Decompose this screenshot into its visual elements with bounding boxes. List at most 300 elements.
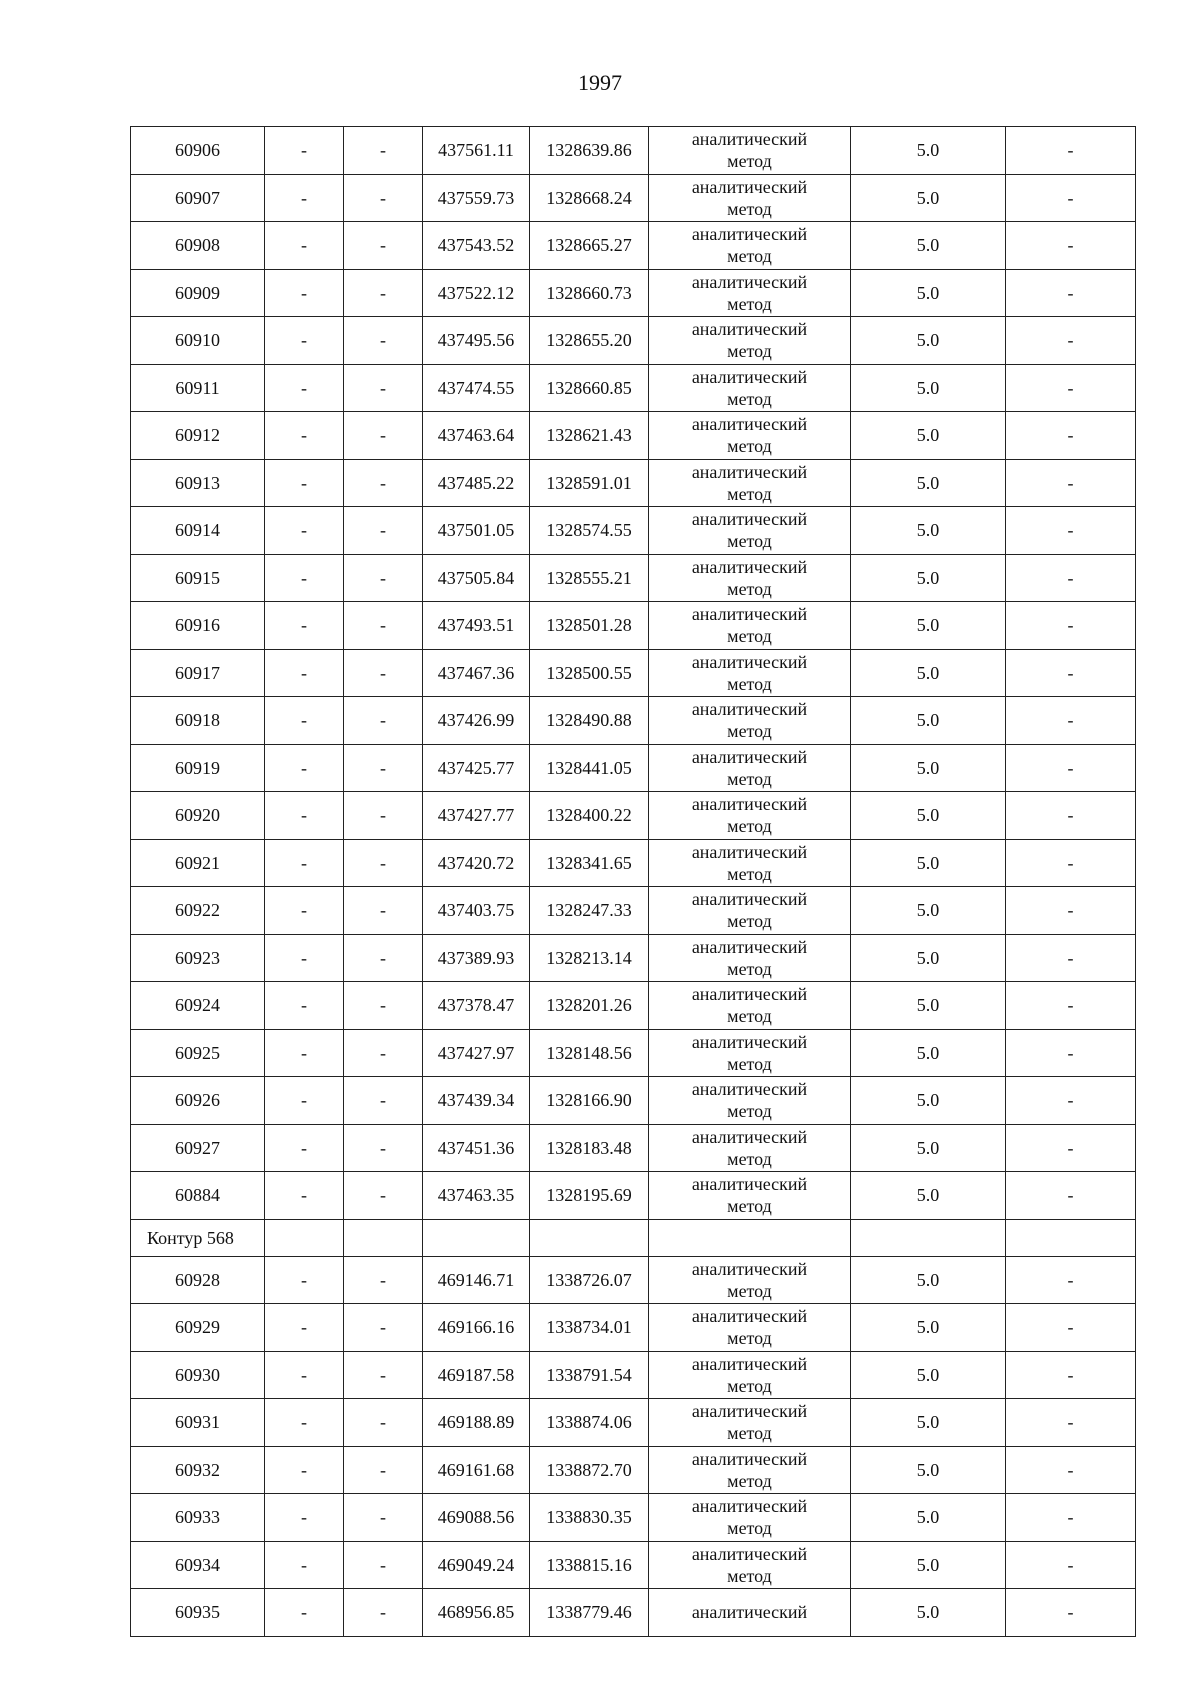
- method-cell: [649, 744, 851, 792]
- section-label: Контур 568: [131, 1219, 265, 1256]
- method-cell: [649, 1029, 851, 1077]
- empty-cell: [1006, 1219, 1136, 1256]
- method-cell: [649, 554, 851, 602]
- x-coordinate-cell: 469088.56: [423, 1494, 530, 1542]
- method-text: аналитический: [691, 1602, 808, 1623]
- table-row: [131, 1589, 1136, 1637]
- method-text: аналитический метод: [691, 1353, 808, 1396]
- y-coordinate-cell: 1328441.05: [530, 744, 649, 792]
- method-text: аналитический метод: [691, 319, 808, 362]
- dash-cell: -: [1006, 1124, 1136, 1172]
- dash-cell: -: [1006, 222, 1136, 270]
- dash-cell: -: [344, 934, 423, 982]
- dash-cell: -: [265, 1029, 344, 1077]
- dash-cell: -: [344, 697, 423, 745]
- method-cell: [649, 412, 851, 460]
- dash-cell: -: [265, 1304, 344, 1352]
- x-coordinate-cell: 469188.89: [423, 1399, 530, 1447]
- dash-cell: -: [1006, 317, 1136, 365]
- dash-cell: -: [1006, 982, 1136, 1030]
- table-row: [131, 1399, 1136, 1447]
- accuracy-cell: 5.0: [851, 602, 1006, 650]
- point-number-cell: 60933: [131, 1494, 265, 1542]
- dash-cell: -: [1006, 1256, 1136, 1304]
- y-coordinate-cell: 1328574.55: [530, 507, 649, 555]
- dash-cell: -: [344, 127, 423, 175]
- method-text: аналитический метод: [691, 556, 808, 599]
- accuracy-cell: 5.0: [851, 1589, 1006, 1637]
- x-coordinate-cell: 437463.64: [423, 412, 530, 460]
- y-coordinate-cell: 1328621.43: [530, 412, 649, 460]
- y-coordinate-cell: 1328501.28: [530, 602, 649, 650]
- method-cell: [649, 1494, 851, 1542]
- x-coordinate-cell: 437561.11: [423, 127, 530, 175]
- y-coordinate-cell: 1338779.46: [530, 1589, 649, 1637]
- accuracy-cell: 5.0: [851, 1172, 1006, 1220]
- table-row: [131, 222, 1136, 270]
- y-coordinate-cell: 1328195.69: [530, 1172, 649, 1220]
- point-number-cell: 60909: [131, 269, 265, 317]
- x-coordinate-cell: 437467.36: [423, 649, 530, 697]
- method-cell: [649, 1124, 851, 1172]
- dash-cell: -: [265, 1494, 344, 1542]
- method-cell: [649, 792, 851, 840]
- empty-cell: [344, 1219, 423, 1256]
- point-number-cell: 60924: [131, 982, 265, 1030]
- dash-cell: -: [265, 887, 344, 935]
- dash-cell: -: [265, 792, 344, 840]
- point-number-cell: 60907: [131, 174, 265, 222]
- dash-cell: -: [265, 744, 344, 792]
- dash-cell: -: [1006, 1077, 1136, 1125]
- dash-cell: -: [265, 697, 344, 745]
- table-body: [131, 127, 1136, 1637]
- method-text: аналитический метод: [691, 1031, 808, 1074]
- point-number-cell: 60926: [131, 1077, 265, 1125]
- accuracy-cell: 5.0: [851, 127, 1006, 175]
- dash-cell: -: [1006, 364, 1136, 412]
- dash-cell: -: [265, 1256, 344, 1304]
- dash-cell: -: [1006, 1494, 1136, 1542]
- table-row: [131, 839, 1136, 887]
- method-cell: [649, 649, 851, 697]
- dash-cell: -: [265, 1172, 344, 1220]
- x-coordinate-cell: 437495.56: [423, 317, 530, 365]
- dash-cell: -: [265, 602, 344, 650]
- x-coordinate-cell: 437425.77: [423, 744, 530, 792]
- table-row: [131, 269, 1136, 317]
- point-number-cell: 60935: [131, 1589, 265, 1637]
- dash-cell: -: [344, 839, 423, 887]
- dash-cell: -: [344, 1304, 423, 1352]
- table-row: [131, 507, 1136, 555]
- dash-cell: -: [1006, 887, 1136, 935]
- dash-cell: -: [1006, 697, 1136, 745]
- accuracy-cell: 5.0: [851, 317, 1006, 365]
- point-number-cell: 60884: [131, 1172, 265, 1220]
- x-coordinate-cell: 437501.05: [423, 507, 530, 555]
- y-coordinate-cell: 1328166.90: [530, 1077, 649, 1125]
- dash-cell: -: [344, 174, 423, 222]
- y-coordinate-cell: 1328148.56: [530, 1029, 649, 1077]
- y-coordinate-cell: 1328591.01: [530, 459, 649, 507]
- dash-cell: -: [344, 1172, 423, 1220]
- method-cell: [649, 459, 851, 507]
- table-row: [131, 364, 1136, 412]
- table-row: [131, 1541, 1136, 1589]
- dash-cell: -: [1006, 1589, 1136, 1637]
- empty-cell: [851, 1219, 1006, 1256]
- y-coordinate-cell: 1328660.73: [530, 269, 649, 317]
- accuracy-cell: 5.0: [851, 1446, 1006, 1494]
- dash-cell: -: [344, 1256, 423, 1304]
- dash-cell: -: [1006, 412, 1136, 460]
- method-text: аналитический метод: [691, 224, 808, 267]
- y-coordinate-cell: 1328639.86: [530, 127, 649, 175]
- y-coordinate-cell: 1328668.24: [530, 174, 649, 222]
- point-number-cell: 60913: [131, 459, 265, 507]
- accuracy-cell: 5.0: [851, 934, 1006, 982]
- method-cell: [649, 1304, 851, 1352]
- dash-cell: -: [1006, 1029, 1136, 1077]
- dash-cell: -: [344, 554, 423, 602]
- accuracy-cell: 5.0: [851, 554, 1006, 602]
- point-number-cell: 60911: [131, 364, 265, 412]
- method-cell: [649, 364, 851, 412]
- method-cell: [649, 1256, 851, 1304]
- method-cell: [649, 1589, 851, 1637]
- accuracy-cell: 5.0: [851, 839, 1006, 887]
- method-cell: [649, 982, 851, 1030]
- method-cell: [649, 127, 851, 175]
- x-coordinate-cell: 469146.71: [423, 1256, 530, 1304]
- accuracy-cell: 5.0: [851, 222, 1006, 270]
- method-text: аналитический метод: [691, 1496, 808, 1539]
- table-row: [131, 459, 1136, 507]
- point-number-cell: 60912: [131, 412, 265, 460]
- dash-cell: -: [344, 602, 423, 650]
- x-coordinate-cell: 437403.75: [423, 887, 530, 935]
- method-text: аналитический метод: [691, 651, 808, 694]
- table-row: [131, 792, 1136, 840]
- dash-cell: -: [1006, 1172, 1136, 1220]
- dash-cell: -: [344, 1029, 423, 1077]
- accuracy-cell: 5.0: [851, 1494, 1006, 1542]
- point-number-cell: 60915: [131, 554, 265, 602]
- point-number-cell: 60916: [131, 602, 265, 650]
- dash-cell: -: [1006, 459, 1136, 507]
- dash-cell: -: [344, 1541, 423, 1589]
- dash-cell: -: [265, 269, 344, 317]
- x-coordinate-cell: 437559.73: [423, 174, 530, 222]
- empty-cell: [265, 1219, 344, 1256]
- table-row: [131, 744, 1136, 792]
- dash-cell: -: [265, 174, 344, 222]
- table-row: [131, 1494, 1136, 1542]
- dash-cell: -: [265, 1541, 344, 1589]
- section-row: [131, 1219, 1136, 1256]
- method-text: аналитический метод: [691, 1448, 808, 1491]
- method-cell: [649, 934, 851, 982]
- dash-cell: -: [265, 649, 344, 697]
- dash-cell: -: [344, 1446, 423, 1494]
- dash-cell: -: [344, 1589, 423, 1637]
- method-text: аналитический метод: [691, 604, 808, 647]
- y-coordinate-cell: 1328213.14: [530, 934, 649, 982]
- table-row: [131, 1029, 1136, 1077]
- x-coordinate-cell: 469049.24: [423, 1541, 530, 1589]
- table-row: [131, 697, 1136, 745]
- point-number-cell: 60931: [131, 1399, 265, 1447]
- method-cell: [649, 1077, 851, 1125]
- x-coordinate-cell: 437543.52: [423, 222, 530, 270]
- accuracy-cell: 5.0: [851, 1351, 1006, 1399]
- method-text: аналитический метод: [691, 794, 808, 837]
- x-coordinate-cell: 437522.12: [423, 269, 530, 317]
- x-coordinate-cell: 437427.77: [423, 792, 530, 840]
- accuracy-cell: 5.0: [851, 459, 1006, 507]
- method-text: аналитический метод: [691, 1258, 808, 1301]
- table-row: [131, 934, 1136, 982]
- dash-cell: -: [265, 1446, 344, 1494]
- dash-cell: -: [1006, 1304, 1136, 1352]
- dash-cell: -: [344, 412, 423, 460]
- method-text: аналитический метод: [691, 1079, 808, 1122]
- dash-cell: -: [1006, 554, 1136, 602]
- point-number-cell: 60910: [131, 317, 265, 365]
- empty-cell: [530, 1219, 649, 1256]
- dash-cell: -: [265, 507, 344, 555]
- dash-cell: -: [344, 649, 423, 697]
- accuracy-cell: 5.0: [851, 269, 1006, 317]
- method-cell: [649, 222, 851, 270]
- accuracy-cell: 5.0: [851, 364, 1006, 412]
- x-coordinate-cell: 437420.72: [423, 839, 530, 887]
- accuracy-cell: 5.0: [851, 697, 1006, 745]
- method-text: аналитический метод: [691, 1543, 808, 1586]
- method-text: аналитический метод: [691, 366, 808, 409]
- dash-cell: -: [265, 459, 344, 507]
- dash-cell: -: [344, 507, 423, 555]
- table-row: [131, 982, 1136, 1030]
- y-coordinate-cell: 1328400.22: [530, 792, 649, 840]
- x-coordinate-cell: 437426.99: [423, 697, 530, 745]
- dash-cell: -: [265, 934, 344, 982]
- point-number-cell: 60919: [131, 744, 265, 792]
- point-number-cell: 60906: [131, 127, 265, 175]
- dash-cell: -: [265, 1124, 344, 1172]
- accuracy-cell: 5.0: [851, 507, 1006, 555]
- method-cell: [649, 602, 851, 650]
- dash-cell: -: [1006, 1399, 1136, 1447]
- point-number-cell: 60927: [131, 1124, 265, 1172]
- method-text: аналитический метод: [691, 984, 808, 1027]
- x-coordinate-cell: 437451.36: [423, 1124, 530, 1172]
- table-row: [131, 554, 1136, 602]
- dash-cell: -: [1006, 174, 1136, 222]
- coordinates-table: [130, 126, 1136, 1637]
- dash-cell: -: [1006, 792, 1136, 840]
- dash-cell: -: [265, 1351, 344, 1399]
- accuracy-cell: 5.0: [851, 1304, 1006, 1352]
- method-cell: [649, 1399, 851, 1447]
- method-text: аналитический метод: [691, 1306, 808, 1349]
- method-cell: [649, 507, 851, 555]
- point-number-cell: 60922: [131, 887, 265, 935]
- accuracy-cell: 5.0: [851, 887, 1006, 935]
- point-number-cell: 60923: [131, 934, 265, 982]
- method-text: аналитический метод: [691, 699, 808, 742]
- x-coordinate-cell: 437427.97: [423, 1029, 530, 1077]
- dash-cell: -: [265, 554, 344, 602]
- dash-cell: -: [344, 1494, 423, 1542]
- dash-cell: -: [265, 412, 344, 460]
- y-coordinate-cell: 1328660.85: [530, 364, 649, 412]
- dash-cell: -: [344, 982, 423, 1030]
- method-text: аналитический метод: [691, 936, 808, 979]
- point-number-cell: 60932: [131, 1446, 265, 1494]
- dash-cell: -: [265, 1077, 344, 1125]
- y-coordinate-cell: 1338726.07: [530, 1256, 649, 1304]
- dash-cell: -: [265, 222, 344, 270]
- method-cell: [649, 1541, 851, 1589]
- dash-cell: -: [1006, 839, 1136, 887]
- method-text: аналитический метод: [691, 889, 808, 932]
- y-coordinate-cell: 1338830.35: [530, 1494, 649, 1542]
- y-coordinate-cell: 1328665.27: [530, 222, 649, 270]
- table-row: [131, 127, 1136, 175]
- dash-cell: -: [344, 887, 423, 935]
- point-number-cell: 60920: [131, 792, 265, 840]
- y-coordinate-cell: 1338872.70: [530, 1446, 649, 1494]
- table-row: [131, 174, 1136, 222]
- y-coordinate-cell: 1338734.01: [530, 1304, 649, 1352]
- y-coordinate-cell: 1328183.48: [530, 1124, 649, 1172]
- method-cell: [649, 1172, 851, 1220]
- dash-cell: -: [344, 459, 423, 507]
- method-cell: [649, 269, 851, 317]
- method-text: аналитический метод: [691, 746, 808, 789]
- empty-cell: [423, 1219, 530, 1256]
- y-coordinate-cell: 1328500.55: [530, 649, 649, 697]
- point-number-cell: 60934: [131, 1541, 265, 1589]
- method-text: аналитический метод: [691, 1174, 808, 1217]
- dash-cell: -: [344, 364, 423, 412]
- x-coordinate-cell: 437505.84: [423, 554, 530, 602]
- y-coordinate-cell: 1328201.26: [530, 982, 649, 1030]
- dash-cell: -: [1006, 1541, 1136, 1589]
- method-cell: [649, 839, 851, 887]
- table-row: [131, 1446, 1136, 1494]
- x-coordinate-cell: 468956.85: [423, 1589, 530, 1637]
- point-number-cell: 60928: [131, 1256, 265, 1304]
- table-row: [131, 1124, 1136, 1172]
- method-text: аналитический метод: [691, 1401, 808, 1444]
- dash-cell: -: [344, 222, 423, 270]
- dash-cell: -: [344, 1399, 423, 1447]
- accuracy-cell: 5.0: [851, 982, 1006, 1030]
- empty-cell: [649, 1219, 851, 1256]
- accuracy-cell: 5.0: [851, 174, 1006, 222]
- point-number-cell: 60921: [131, 839, 265, 887]
- table-row: [131, 1077, 1136, 1125]
- table-row: [131, 887, 1136, 935]
- y-coordinate-cell: 1328247.33: [530, 887, 649, 935]
- point-number-cell: 60917: [131, 649, 265, 697]
- dash-cell: -: [1006, 744, 1136, 792]
- y-coordinate-cell: 1328341.65: [530, 839, 649, 887]
- method-cell: [649, 317, 851, 365]
- accuracy-cell: 5.0: [851, 1029, 1006, 1077]
- method-cell: [649, 174, 851, 222]
- point-number-cell: 60914: [131, 507, 265, 555]
- method-text: аналитический метод: [691, 129, 808, 172]
- method-cell: [649, 1351, 851, 1399]
- x-coordinate-cell: 437378.47: [423, 982, 530, 1030]
- dash-cell: -: [265, 982, 344, 1030]
- y-coordinate-cell: 1328655.20: [530, 317, 649, 365]
- dash-cell: -: [1006, 127, 1136, 175]
- dash-cell: -: [265, 1399, 344, 1447]
- accuracy-cell: 5.0: [851, 744, 1006, 792]
- accuracy-cell: 5.0: [851, 1077, 1006, 1125]
- x-coordinate-cell: 437463.35: [423, 1172, 530, 1220]
- x-coordinate-cell: 437389.93: [423, 934, 530, 982]
- dash-cell: -: [344, 269, 423, 317]
- table-row: [131, 1351, 1136, 1399]
- table-row: [131, 412, 1136, 460]
- dash-cell: -: [1006, 1446, 1136, 1494]
- method-cell: [649, 1446, 851, 1494]
- dash-cell: -: [1006, 602, 1136, 650]
- table-row: [131, 1304, 1136, 1352]
- method-text: аналитический метод: [691, 414, 808, 457]
- dash-cell: -: [1006, 507, 1136, 555]
- method-cell: [649, 697, 851, 745]
- table-row: [131, 317, 1136, 365]
- page-number: 1997: [578, 70, 622, 95]
- point-number-cell: 60929: [131, 1304, 265, 1352]
- dash-cell: -: [1006, 269, 1136, 317]
- x-coordinate-cell: 469161.68: [423, 1446, 530, 1494]
- x-coordinate-cell: 437493.51: [423, 602, 530, 650]
- y-coordinate-cell: 1338815.16: [530, 1541, 649, 1589]
- table-row: [131, 1256, 1136, 1304]
- x-coordinate-cell: 469166.16: [423, 1304, 530, 1352]
- dash-cell: -: [265, 364, 344, 412]
- dash-cell: -: [344, 1124, 423, 1172]
- accuracy-cell: 5.0: [851, 1541, 1006, 1589]
- method-text: аналитический метод: [691, 461, 808, 504]
- accuracy-cell: 5.0: [851, 649, 1006, 697]
- y-coordinate-cell: 1338791.54: [530, 1351, 649, 1399]
- dash-cell: -: [265, 839, 344, 887]
- x-coordinate-cell: 437439.34: [423, 1077, 530, 1125]
- accuracy-cell: 5.0: [851, 412, 1006, 460]
- dash-cell: -: [344, 1351, 423, 1399]
- table-row: [131, 1172, 1136, 1220]
- dash-cell: -: [1006, 649, 1136, 697]
- point-number-cell: 60930: [131, 1351, 265, 1399]
- table-row: [131, 602, 1136, 650]
- dash-cell: -: [1006, 1351, 1136, 1399]
- dash-cell: -: [265, 317, 344, 365]
- accuracy-cell: 5.0: [851, 1124, 1006, 1172]
- point-number-cell: 60918: [131, 697, 265, 745]
- x-coordinate-cell: 469187.58: [423, 1351, 530, 1399]
- method-text: аналитический метод: [691, 176, 808, 219]
- y-coordinate-cell: 1328490.88: [530, 697, 649, 745]
